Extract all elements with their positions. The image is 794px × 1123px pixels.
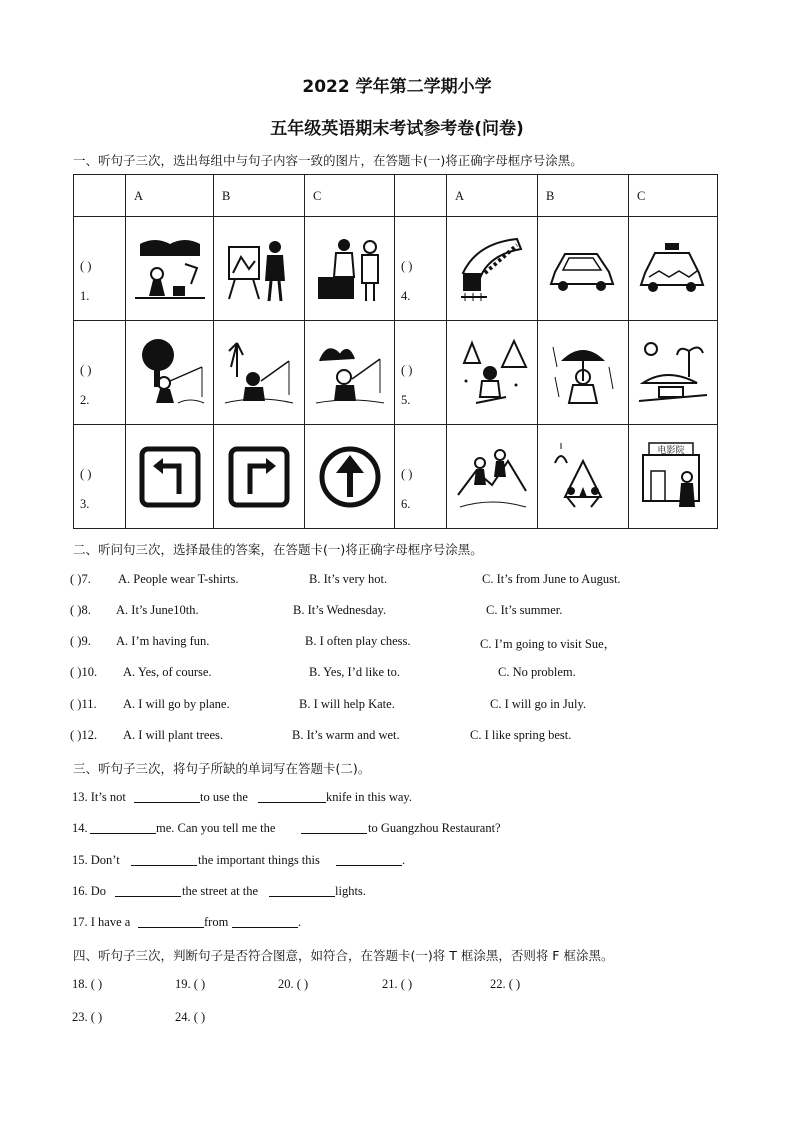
table-row [74,217,718,321]
option-b: B. It’s warm and wet. [292,728,400,742]
option-b: B. Yes, I’d like to. [309,665,400,679]
blank-line[interactable] [336,853,402,866]
col-header: C [305,175,395,217]
option-c: C. I will go in July. [490,697,587,711]
fishing-under-tree-icon [126,321,214,425]
train-icon [447,217,538,321]
option-a: A. It’s June10th. [116,603,199,617]
option-c: C. It’s summer. [486,603,563,617]
section1-instruction: 一、听句子三次，选出每组中与句子内容一致的图片，在答题卡(一)将正确字母框序号涂黑。 [73,153,583,168]
go-straight-sign-icon [305,425,395,529]
turn-left-sign-icon [126,425,214,529]
question-num: ( )12. [70,728,98,742]
section3-instruction: 三、听句子三次，将句子所缺的单词写在答题卡(二)。 [73,761,371,776]
option-c: C. It’s from June to August. [482,572,621,586]
answer-cell-2[interactable]: ( ) 2. [74,321,126,425]
blank-line[interactable] [232,915,298,928]
judgement-item[interactable]: 21. ( ) [382,977,413,991]
question-num: ( )11. [70,697,97,711]
page-title-line1: 2022 学年第二学期小学 [302,77,492,97]
section2-instruction: 二、听问句三次，选择最佳的答案，在答题卡(一)将正确字母框序号涂黑。 [73,542,483,557]
option-b: B. I often play chess. [305,634,411,648]
snow-scene-icon [447,321,538,425]
option-b: B. It’s Wednesday. [293,603,387,617]
painting-picture-icon [214,217,305,321]
table-row [74,425,718,529]
blank-line[interactable] [131,853,197,866]
hiking-people-icon [447,425,538,529]
option-b: B. I will help Kate. [299,697,395,711]
page-title-line2: 五年级英语期末考试参考卷(问卷) [270,119,524,139]
col-header: B [538,175,629,217]
blank-line[interactable] [269,884,335,897]
table-row [74,321,718,425]
col-header: A [447,175,538,217]
answer-cell-6[interactable]: ( ) 6. [395,425,447,529]
option-a: A. I will go by plane. [123,697,230,711]
col-header: A [126,175,214,217]
judgement-item[interactable]: 19. ( ) [175,977,206,991]
col-header: B [214,175,305,217]
blank-line[interactable] [258,790,326,803]
shopping-picture-icon [305,217,395,321]
option-a: A. I’m having fun. [116,634,210,648]
blank-line[interactable] [90,821,156,834]
option-c: C. No problem. [498,665,576,679]
answer-cell-4[interactable]: ( ) 4. [395,217,447,321]
judgement-item[interactable]: 24. ( ) [175,1010,206,1024]
camping-tent-icon [538,425,629,529]
question-num: ( )10. [70,665,98,679]
judgement-item[interactable]: 23. ( ) [72,1010,103,1024]
blank-line[interactable] [134,790,200,803]
fishing-picture-icon [214,321,305,425]
rain-umbrella-icon [538,321,629,425]
blank-line[interactable] [301,821,367,834]
option-a: A. People wear T-shirts. [118,572,239,586]
cinema-sign-text: 电影院 [657,445,685,456]
car-icon [538,217,629,321]
judgement-item[interactable]: 22. ( ) [490,977,521,991]
question-num: ( )8. [70,603,91,617]
turn-right-sign-icon [214,425,305,529]
col-header: C [629,175,718,217]
gardening-picture-icon [126,217,214,321]
blank-line[interactable] [115,884,181,897]
option-a: A. I will plant trees. [123,728,223,742]
answer-cell-3[interactable]: ( ) 3. [74,425,126,529]
option-b: B. It’s very hot. [309,572,388,586]
question-num: ( )9. [70,634,91,648]
cinema-icon [629,425,718,529]
option-c: C. I’m going to visit Sue， [480,637,617,651]
option-a: A. Yes, of course. [123,665,212,679]
blank-line[interactable] [138,915,204,928]
fishing-man-icon [305,321,395,425]
picture-table [73,174,718,529]
judgement-item[interactable]: 20. ( ) [278,977,309,991]
question-num: ( )7. [70,572,91,586]
section4-instruction: 四、听句子三次，判断句子是否符合图意，如符合，在答题卡(一)将 T 框涂黑，否则将 F 框涂黑。 [73,948,614,963]
judgement-item[interactable]: 18. ( ) [72,977,103,991]
taxi-icon [629,217,718,321]
answer-cell-5[interactable]: ( ) 5. [395,321,447,425]
answer-cell-1[interactable]: ( ) 1. [74,217,126,321]
option-c: C. I like spring best. [470,728,572,742]
table-header-row [74,175,718,217]
beach-sun-icon [629,321,718,425]
